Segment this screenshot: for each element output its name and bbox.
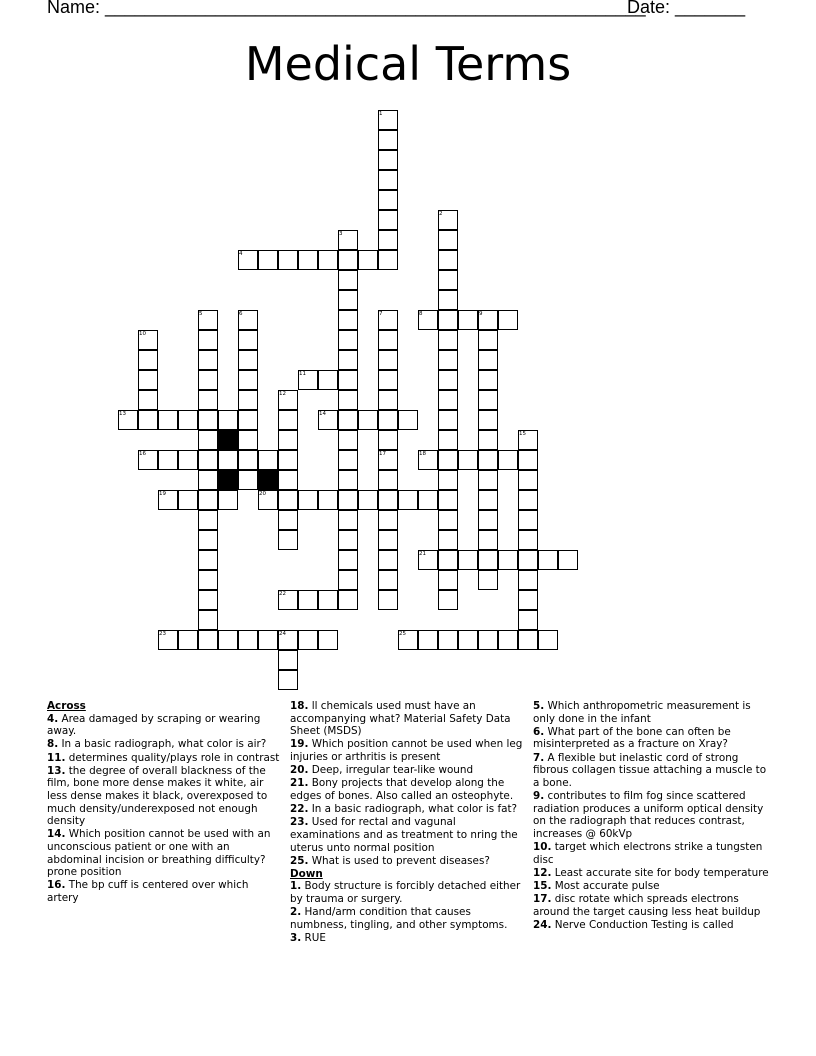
clue-item (290, 906, 528, 931)
clue-item (533, 893, 773, 918)
grid-cell[interactable] (338, 330, 358, 350)
grid-cell[interactable] (198, 450, 218, 470)
clue-item (533, 919, 773, 932)
cell-number: 3 (339, 231, 343, 237)
cell-number: 22 (279, 591, 286, 597)
grid-cell[interactable] (198, 590, 218, 610)
grid-cell[interactable] (338, 550, 358, 570)
grid-cell[interactable] (438, 250, 458, 270)
grid-cell[interactable] (138, 370, 158, 390)
grid-cell[interactable] (278, 650, 298, 670)
cell-number: 25 (399, 631, 406, 637)
grid-cell[interactable] (338, 430, 358, 450)
grid-cell[interactable] (478, 510, 498, 530)
grid-cell[interactable] (278, 670, 298, 690)
grid-cell[interactable] (478, 410, 498, 430)
grid-cell[interactable] (438, 450, 458, 470)
grid-cell[interactable] (318, 250, 338, 270)
cell-number: 6 (239, 311, 243, 317)
clue-number: 1. (290, 880, 302, 893)
clue-text: ll chemicals used must have an accompanying what? Material Safety Data Sheet (MSDS) (290, 700, 511, 738)
clue-number: 3. (290, 932, 302, 945)
grid-cell[interactable] (338, 310, 358, 330)
clue-text: Most accurate pulse (551, 879, 660, 892)
grid-cell[interactable] (378, 190, 398, 210)
grid-cell[interactable] (338, 410, 358, 430)
clue-number: 24. (533, 918, 552, 931)
grid-cell[interactable] (378, 230, 398, 250)
clue-text: The bp cuff is centered over which artery (47, 879, 249, 904)
grid-cell[interactable] (338, 450, 358, 470)
grid-cell[interactable] (438, 590, 458, 610)
clue-text: disc rotate which spreads electrons around the target causing less heat buildup (533, 893, 761, 918)
clue-text: target which electrons strike a tungsten disc (533, 840, 763, 866)
clue-number: 17. (533, 893, 552, 906)
clue-item (533, 841, 773, 866)
black-cell (218, 470, 238, 490)
grid-cell[interactable] (138, 350, 158, 370)
grid-cell[interactable] (238, 370, 258, 390)
grid-cell[interactable] (498, 310, 518, 330)
grid-cell[interactable] (478, 430, 498, 450)
clue-text: Bony projects that develop along the edges of bones. Also called an osteophyte. (290, 777, 514, 802)
cell-number: 14 (319, 411, 326, 417)
grid-cell[interactable] (498, 450, 518, 470)
grid-cell[interactable] (238, 330, 258, 350)
grid-cell[interactable] (478, 490, 498, 510)
grid-cell[interactable] (418, 490, 438, 510)
grid-cell[interactable] (338, 570, 358, 590)
clue-item (290, 738, 528, 763)
grid-cell[interactable] (338, 290, 358, 310)
grid-cell[interactable] (338, 510, 358, 530)
cell-number: 23 (159, 631, 166, 637)
grid-cell[interactable] (438, 430, 458, 450)
clues-column-2 (290, 700, 528, 945)
clue-text: Area damaged by scraping or wearing away. (47, 712, 261, 738)
grid-cell[interactable] (318, 590, 338, 610)
clue-number: 8. (47, 738, 59, 751)
cell-number: 13 (119, 411, 126, 417)
grid-cell[interactable] (438, 370, 458, 390)
grid-cell[interactable] (378, 490, 398, 510)
grid-cell[interactable] (318, 490, 338, 510)
grid-cell[interactable] (198, 510, 218, 530)
cell-number: 1 (379, 111, 383, 117)
grid-cell[interactable] (358, 250, 378, 270)
cell-number: 24 (279, 631, 286, 637)
clues-column-3 (533, 700, 773, 932)
page-title: Medical Terms (244, 37, 572, 91)
grid-cell[interactable] (438, 230, 458, 250)
cell-number: 9 (479, 311, 483, 317)
grid-cell[interactable] (238, 470, 258, 490)
grid-cell[interactable] (298, 250, 318, 270)
grid-cell[interactable] (198, 390, 218, 410)
grid-cell[interactable] (258, 630, 278, 650)
grid-cell[interactable] (218, 450, 238, 470)
grid-cell[interactable] (438, 510, 458, 530)
grid-cell[interactable] (518, 550, 538, 570)
grid-cell[interactable] (378, 330, 398, 350)
grid-cell[interactable] (538, 630, 558, 650)
grid-cell[interactable] (378, 510, 398, 530)
clue-list (533, 700, 773, 931)
grid-cell[interactable] (278, 470, 298, 490)
grid-cell[interactable] (438, 470, 458, 490)
clue-item (533, 752, 773, 790)
grid-cell[interactable] (398, 410, 418, 430)
clue-text: contributes to film fog since scattered radiation produces a uniform optical density on the radiograph that reduces contrast, increases @ 60kVp (533, 789, 764, 840)
grid-cell[interactable] (478, 450, 498, 470)
clue-item (47, 828, 283, 878)
clue-number: 6. (533, 725, 545, 738)
clue-number: 16. (47, 879, 66, 892)
grid-cell[interactable] (318, 630, 338, 650)
clue-number: 15. (533, 879, 552, 892)
grid-cell[interactable] (518, 470, 538, 490)
clue-text: Nerve Conduction Testing is called (551, 918, 734, 931)
grid-cell[interactable] (238, 410, 258, 430)
cell-number: 18 (419, 451, 426, 457)
clue-number: 23. (290, 816, 309, 829)
grid-cell[interactable] (298, 490, 318, 510)
grid-cell[interactable] (398, 490, 418, 510)
grid-cell[interactable] (378, 590, 398, 610)
grid-cell[interactable] (198, 570, 218, 590)
cell-number: 20 (259, 491, 266, 497)
clue-item (290, 777, 528, 802)
grid-cell[interactable] (338, 390, 358, 410)
grid-cell[interactable] (478, 390, 498, 410)
grid-cell[interactable] (258, 250, 278, 270)
clue-text: What part of the bone can often be misinterpreted as a fracture on Xray? (533, 725, 731, 751)
grid-cell[interactable] (378, 170, 398, 190)
grid-cell[interactable] (478, 530, 498, 550)
cell-number: 19 (159, 491, 166, 497)
clue-text: In a basic radiograph, what color is fat? (308, 803, 518, 816)
grid-cell[interactable] (438, 570, 458, 590)
black-cell (218, 430, 238, 450)
clue-item (290, 855, 528, 868)
clue-text: A flexible but inelastic cord of strong fibrous collagen tissue attaching a muscle to a bone. (533, 751, 767, 789)
clue-item (533, 726, 773, 751)
clue-number: 5. (533, 700, 545, 712)
grid-cell[interactable] (378, 430, 398, 450)
grid-cell[interactable] (278, 250, 298, 270)
grid-cell[interactable] (378, 530, 398, 550)
clue-text: the degree of overall blackness of the film, bone more dense makes it white, air less dense makes it black, overexposed to much density/underexposed not enough density (47, 764, 268, 828)
grid-cell[interactable] (278, 490, 298, 510)
grid-cell[interactable] (458, 450, 478, 470)
clue-item (47, 713, 283, 738)
grid-cell[interactable] (518, 630, 538, 650)
grid-cell[interactable] (378, 150, 398, 170)
grid-cell[interactable] (198, 550, 218, 570)
cell-number: 10 (139, 331, 146, 337)
grid-cell[interactable] (478, 570, 498, 590)
clue-number: 10. (533, 840, 552, 853)
cell-number: 12 (279, 391, 286, 397)
grid-cell[interactable] (378, 570, 398, 590)
grid-cell[interactable] (238, 450, 258, 470)
grid-cell[interactable] (338, 370, 358, 390)
grid-cell[interactable] (178, 450, 198, 470)
grid-cell[interactable] (198, 370, 218, 390)
clue-text: Which anthropometric measurement is only done in the infant (533, 700, 751, 725)
clue-item (47, 879, 283, 904)
grid-cell[interactable] (538, 550, 558, 570)
name-field[interactable]: Name: ______________________________________________________ (47, 0, 646, 17)
clue-number: 11. (47, 751, 66, 764)
grid-cell[interactable] (278, 510, 298, 530)
grid-cell[interactable] (338, 590, 358, 610)
grid-cell[interactable] (518, 590, 538, 610)
grid-cell[interactable] (198, 530, 218, 550)
grid-cell[interactable] (178, 410, 198, 430)
clue-number: 13. (47, 764, 66, 777)
grid-cell[interactable] (478, 350, 498, 370)
black-cell (258, 470, 278, 490)
clue-text: Hand/arm condition that causes numbness, tingling, and other symptoms. (290, 906, 508, 931)
grid-cell[interactable] (138, 410, 158, 430)
grid-cell[interactable] (158, 450, 178, 470)
clue-number: 14. (47, 828, 66, 841)
clue-number: 25. (290, 854, 309, 867)
grid-cell[interactable] (438, 550, 458, 570)
grid-cell[interactable] (418, 630, 438, 650)
clue-item (533, 867, 773, 880)
grid-cell[interactable] (438, 270, 458, 290)
clue-number: 21. (290, 777, 309, 790)
grid-cell[interactable] (378, 210, 398, 230)
grid-cell[interactable] (298, 630, 318, 650)
grid-cell[interactable] (518, 570, 538, 590)
clue-item (290, 880, 528, 905)
grid-cell[interactable] (138, 390, 158, 410)
grid-cell[interactable] (558, 550, 578, 570)
grid-cell[interactable] (338, 470, 358, 490)
clues-column-1 (47, 700, 283, 905)
grid-cell[interactable] (378, 250, 398, 270)
cell-number: 17 (379, 451, 386, 457)
grid-cell[interactable] (238, 430, 258, 450)
grid-cell[interactable] (518, 510, 538, 530)
grid-cell[interactable] (478, 630, 498, 650)
grid-cell[interactable] (438, 350, 458, 370)
grid-cell[interactable] (478, 470, 498, 490)
cell-number: 8 (419, 311, 423, 317)
grid-cell[interactable] (378, 550, 398, 570)
clue-number: 19. (290, 738, 309, 751)
grid-cell[interactable] (218, 630, 238, 650)
grid-cell[interactable] (198, 410, 218, 430)
grid-cell[interactable] (438, 290, 458, 310)
grid-cell[interactable] (498, 550, 518, 570)
grid-cell[interactable] (278, 410, 298, 430)
grid-cell[interactable] (338, 490, 358, 510)
grid-cell[interactable] (298, 590, 318, 610)
clue-item (47, 752, 283, 765)
grid-cell[interactable] (378, 470, 398, 490)
clue-text: What is used to prevent diseases? (308, 854, 490, 867)
date-field[interactable]: Date: _______ (627, 0, 746, 17)
cell-number: 2 (439, 211, 443, 217)
grid-cell[interactable] (438, 630, 458, 650)
grid-cell[interactable] (338, 530, 358, 550)
cell-number: 15 (519, 431, 526, 437)
grid-cell[interactable] (278, 430, 298, 450)
grid-cell[interactable] (378, 130, 398, 150)
grid-cell[interactable] (198, 470, 218, 490)
grid-cell[interactable] (478, 370, 498, 390)
grid-cell[interactable] (338, 250, 358, 270)
clue-number: 2. (290, 906, 302, 919)
grid-cell[interactable] (178, 630, 198, 650)
clue-item (533, 880, 773, 893)
clue-text: Which position cannot be used when leg injuries or arthritis is present (290, 738, 523, 763)
grid-cell[interactable] (238, 390, 258, 410)
grid-cell[interactable] (258, 450, 278, 470)
clue-text: RUE (301, 932, 326, 945)
grid-cell[interactable] (198, 490, 218, 510)
clue-list (290, 880, 528, 944)
clue-item (290, 816, 528, 854)
down-heading: Down (290, 867, 323, 880)
grid-cell[interactable] (158, 410, 178, 430)
clue-number: 22. (290, 803, 309, 816)
grid-cell[interactable] (338, 270, 358, 290)
clue-number: 20. (290, 764, 309, 777)
clue-number: 7. (533, 751, 545, 764)
cell-number: 4 (239, 251, 243, 257)
clue-item (47, 738, 283, 751)
grid-cell[interactable] (178, 490, 198, 510)
grid-cell[interactable] (518, 490, 538, 510)
grid-cell[interactable] (438, 410, 458, 430)
grid-cell[interactable] (518, 450, 538, 470)
clue-item (533, 790, 773, 840)
grid-cell[interactable] (458, 310, 478, 330)
grid-cell[interactable] (378, 390, 398, 410)
grid-cell[interactable] (358, 410, 378, 430)
clue-text: Deep, irregular tear-like wound (308, 764, 474, 777)
grid-cell[interactable] (438, 330, 458, 350)
clue-item (290, 803, 528, 816)
grid-cell[interactable] (458, 630, 478, 650)
grid-cell[interactable] (478, 330, 498, 350)
grid-cell[interactable] (518, 610, 538, 630)
grid-cell[interactable] (518, 530, 538, 550)
cell-number: 21 (419, 551, 426, 557)
grid-cell[interactable] (358, 490, 378, 510)
grid-cell[interactable] (438, 490, 458, 510)
clue-number: 18. (290, 700, 309, 712)
cell-number: 11 (299, 371, 306, 377)
grid-cell[interactable] (438, 530, 458, 550)
clue-item (290, 932, 528, 945)
clue-text: Used for rectal and vagunal examinations and as treatment to nring the uterus unto normal position (290, 816, 518, 854)
clue-item (290, 764, 528, 777)
cell-number: 5 (199, 311, 203, 317)
grid-cell[interactable] (478, 550, 498, 570)
clue-item (47, 765, 283, 828)
grid-cell[interactable] (438, 310, 458, 330)
clue-item (290, 700, 528, 738)
clue-item (533, 700, 773, 725)
clue-number: 12. (533, 866, 552, 879)
grid-cell[interactable] (458, 550, 478, 570)
clue-list (290, 700, 528, 867)
grid-cell[interactable] (198, 350, 218, 370)
grid-cell[interactable] (278, 450, 298, 470)
clue-text: Which position cannot be used with an unconscious patient or one with an abdominal incision or breathing difficulty? prone position (47, 828, 271, 879)
across-heading: Across (47, 700, 86, 712)
grid-cell[interactable] (218, 410, 238, 430)
grid-cell[interactable] (378, 410, 398, 430)
clue-text: determines quality/plays role in contrast (65, 751, 280, 764)
grid-cell[interactable] (338, 350, 358, 370)
grid-cell[interactable] (378, 350, 398, 370)
grid-cell[interactable] (438, 390, 458, 410)
grid-cell[interactable] (198, 430, 218, 450)
grid-cell[interactable] (378, 370, 398, 390)
grid-cell[interactable] (498, 630, 518, 650)
grid-cell[interactable] (198, 610, 218, 630)
clue-list (47, 713, 283, 905)
clue-text: Body structure is forcibly detached either by trauma or surgery. (290, 880, 521, 906)
clue-number: 9. (533, 789, 545, 802)
cell-number: 7 (379, 311, 383, 317)
grid-cell[interactable] (238, 350, 258, 370)
clue-text: Least accurate site for body temperature (551, 866, 769, 879)
grid-cell[interactable] (198, 330, 218, 350)
clue-number: 4. (47, 712, 59, 725)
grid-cell[interactable] (278, 530, 298, 550)
grid-cell[interactable] (218, 490, 238, 510)
grid-cell[interactable] (238, 630, 258, 650)
clue-text: In a basic radiograph, what color is air? (58, 738, 267, 751)
grid-cell[interactable] (318, 370, 338, 390)
cell-number: 16 (139, 451, 146, 457)
grid-cell[interactable] (198, 630, 218, 650)
